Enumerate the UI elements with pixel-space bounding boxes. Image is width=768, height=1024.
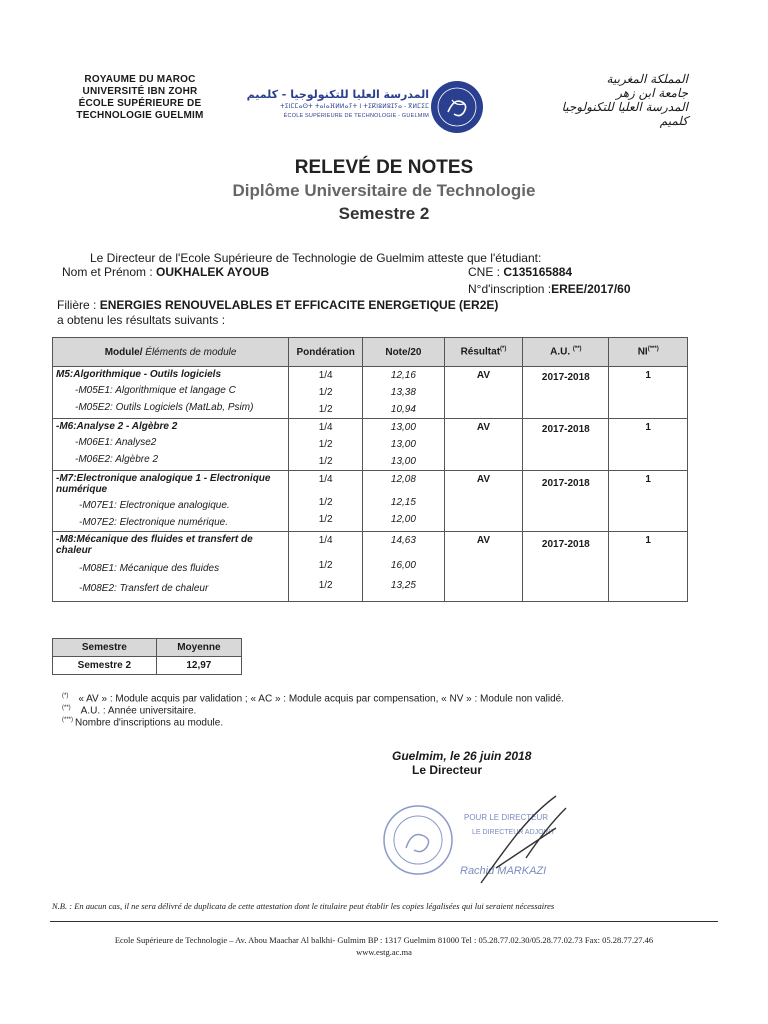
stamp-text: POUR LE DIRECTEUR [464, 813, 549, 822]
logo-tifinagh-text: ⵜⵉⵏⵎⵎⴰⵙⵜ ⵜⴰⵏⴰⴼⵍⵍⴰⵢⵜ ⵏ ⵜⵉⴽⵏⵓⵍⵓⵊⵢⴰ - ⴳⵍⵎⵉⵎ [279, 104, 429, 110]
element-name: -M07E2: Electronique numérique. [79, 517, 228, 528]
ponderation-cell: 1/4 1/2 1/2 [289, 532, 363, 602]
logo-arabic-text: المدرسة العليا للتكنولوجيا - كلميم [246, 88, 429, 101]
table-row [53, 367, 688, 419]
table-row [53, 657, 242, 675]
student-name: OUKHALEK AYOUB [156, 265, 270, 279]
institution-line: UNIVERSITÉ IBN ZOHR [82, 86, 198, 97]
ni-cell: 1 [609, 532, 688, 602]
doc-title: RELEVÉ DE NOTES [294, 157, 474, 178]
module-cell [53, 471, 289, 532]
element-name: -M08E1: Mécanique des fluides [79, 563, 220, 574]
element-name: -M06E2: Algèbre 2 [75, 454, 159, 465]
ni-cell: 1 [609, 419, 688, 471]
arabic-line: المدرسة العليا للتكنولوجيا [561, 100, 688, 114]
name-label: Nom et Prénom : [62, 265, 153, 279]
cne-row [468, 265, 572, 279]
table-header-row [53, 639, 242, 657]
city-date: Guelmim, le 26 juin 2018 [392, 749, 532, 763]
filiere-value: ENERGIES RENOUVELABLES ET EFFICACITE ENERGETIQUE (ER2E) [99, 298, 499, 312]
doc-subtitle: Diplôme Universitaire de Technologie [232, 181, 536, 200]
au-cell: 2017-2018 [523, 419, 609, 471]
header-module: Module/ Éléments de module [53, 338, 289, 367]
element-name: -M06E1: Analyse2 [75, 437, 157, 448]
nb-note: N.B. : En aucun cas, il ne sera délivré de duplicata de cette attestation dont le titulaire peut établir les copies légalisées qui lui seraient nécessaires [52, 901, 555, 911]
arabic-line: المملكة المغربية [606, 72, 688, 86]
header-moyenne: Moyenne [156, 639, 241, 657]
footer-divider [50, 921, 718, 922]
results-intro: a obtenu les résultats suivants : [57, 313, 226, 327]
element-name: -M05E2: Outils Logiciels (MatLab, Psim) [75, 402, 254, 413]
official-stamp-icon [376, 788, 596, 898]
table-row [53, 532, 688, 602]
filiere-label: Filière : [57, 298, 97, 312]
module-cell [53, 419, 289, 471]
ni-cell: 1 [609, 367, 688, 419]
stamp-subtext: LE DIRECTEUR ADJOINT [472, 829, 555, 836]
signatory-title: Le Directeur [412, 763, 483, 777]
header-ponderation: Pondération [289, 338, 363, 367]
inscription-row [468, 282, 631, 296]
table-header-row [53, 338, 688, 367]
module-name: M5:Algorithmique - Outils logiciels [56, 369, 222, 380]
header-semestre: Semestre [53, 639, 157, 657]
ponderation-cell: 1/4 1/2 1/2 [289, 367, 363, 419]
result-cell: AV [444, 532, 523, 602]
au-cell: 2017-2018 [523, 471, 609, 532]
doc-semester: Semestre 2 [338, 204, 430, 223]
institution-line: TECHNOLOGIE GUELMIM [76, 110, 204, 121]
header-note: Note/20 [363, 338, 445, 367]
note-cell: 14,63 16,00 13,25 [363, 532, 445, 602]
header-resultat: Résultat(*) [444, 338, 523, 367]
result-cell: AV [444, 367, 523, 419]
logo-emblem-icon [430, 80, 484, 134]
header-au: A.U. (**) [523, 338, 609, 367]
footer-address: Ecole Supérieure de Technologie – Av. Abou Maachar Al balkhi- Gulmim BP : 1317 Guelmim 81000 Tel : 05.28.77.02.30/05.28.77.02.73 Fax: 05.28.77.27.46 [114, 935, 654, 945]
inscription-label: N°d'inscription : [468, 282, 552, 296]
table-row [53, 419, 688, 471]
arabic-line: جامعة ابن زهر [616, 86, 688, 100]
result-cell: AV [444, 471, 523, 532]
header-ni: NI(***) [609, 338, 688, 367]
signer-name: Rachid MARKAZI [460, 865, 547, 877]
note-cell: 13,00 13,00 13,00 [363, 419, 445, 471]
au-cell: 2017-2018 [523, 532, 609, 602]
element-name: -M05E1: Algorithmique et langage C [75, 385, 236, 396]
cne-label: CNE : [468, 265, 501, 279]
logo-french-text: ÉCOLE SUPÉRIEURE DE TECHNOLOGIE - GUELMIM [283, 113, 429, 119]
institution-header [40, 74, 240, 122]
module-cell [53, 367, 289, 419]
ponderation-cell: 1/4 1/2 1/2 [289, 419, 363, 471]
moyenne-value: 12,97 [156, 657, 241, 675]
module-cell [53, 532, 289, 602]
table-row [53, 471, 688, 532]
arabic-header [548, 72, 688, 128]
note-cell: 12,08 12,15 12,00 [363, 471, 445, 532]
module-name: -M6:Analyse 2 - Algèbre 2 [56, 421, 178, 432]
cne-value: C135165884 [503, 265, 573, 279]
arabic-line: كلميم [659, 114, 688, 128]
footnote-2: (**) A.U. : Année universitaire. [62, 705, 197, 717]
module-name: -M7:Electronique analogique 1 - Electronique numérique [56, 473, 271, 495]
note-cell: 12,16 13,38 10,94 [363, 367, 445, 419]
element-name: -M07E1: Electronique analogique. [79, 500, 230, 511]
attestation-text: Le Directeur de l'Ecole Supérieure de Technologie de Guelmim atteste que l'étudiant: [90, 251, 542, 265]
grades-table [52, 337, 688, 602]
ponderation-cell: 1/4 1/2 1/2 [289, 471, 363, 532]
result-cell: AV [444, 419, 523, 471]
au-cell: 2017-2018 [523, 367, 609, 419]
filiere-row [57, 298, 498, 312]
institution-line: ÉCOLE SUPÉRIEURE DE [78, 98, 202, 109]
inscription-value: EREE/2017/60 [551, 282, 631, 296]
footer-website: www.estg.ac.ma [356, 947, 412, 957]
student-name-row [62, 265, 269, 279]
footnote-1: (*) « AV » : Module acquis par validation ; « AC » : Module acquis par compensation, « NV » : Module non validé. [62, 693, 564, 705]
school-logo [246, 80, 524, 136]
average-table [52, 638, 242, 675]
footnote-3: (***) Nombre d'inscriptions au module. [62, 717, 224, 729]
module-name: -M8:Mécanique des fluides et transfert de chaleur [56, 534, 253, 556]
ni-cell: 1 [609, 471, 688, 532]
semestre-value: Semestre 2 [53, 657, 157, 675]
institution-line: ROYAUME DU MAROC [84, 74, 196, 85]
element-name: -M08E2: Transfert de chaleur [79, 583, 209, 594]
